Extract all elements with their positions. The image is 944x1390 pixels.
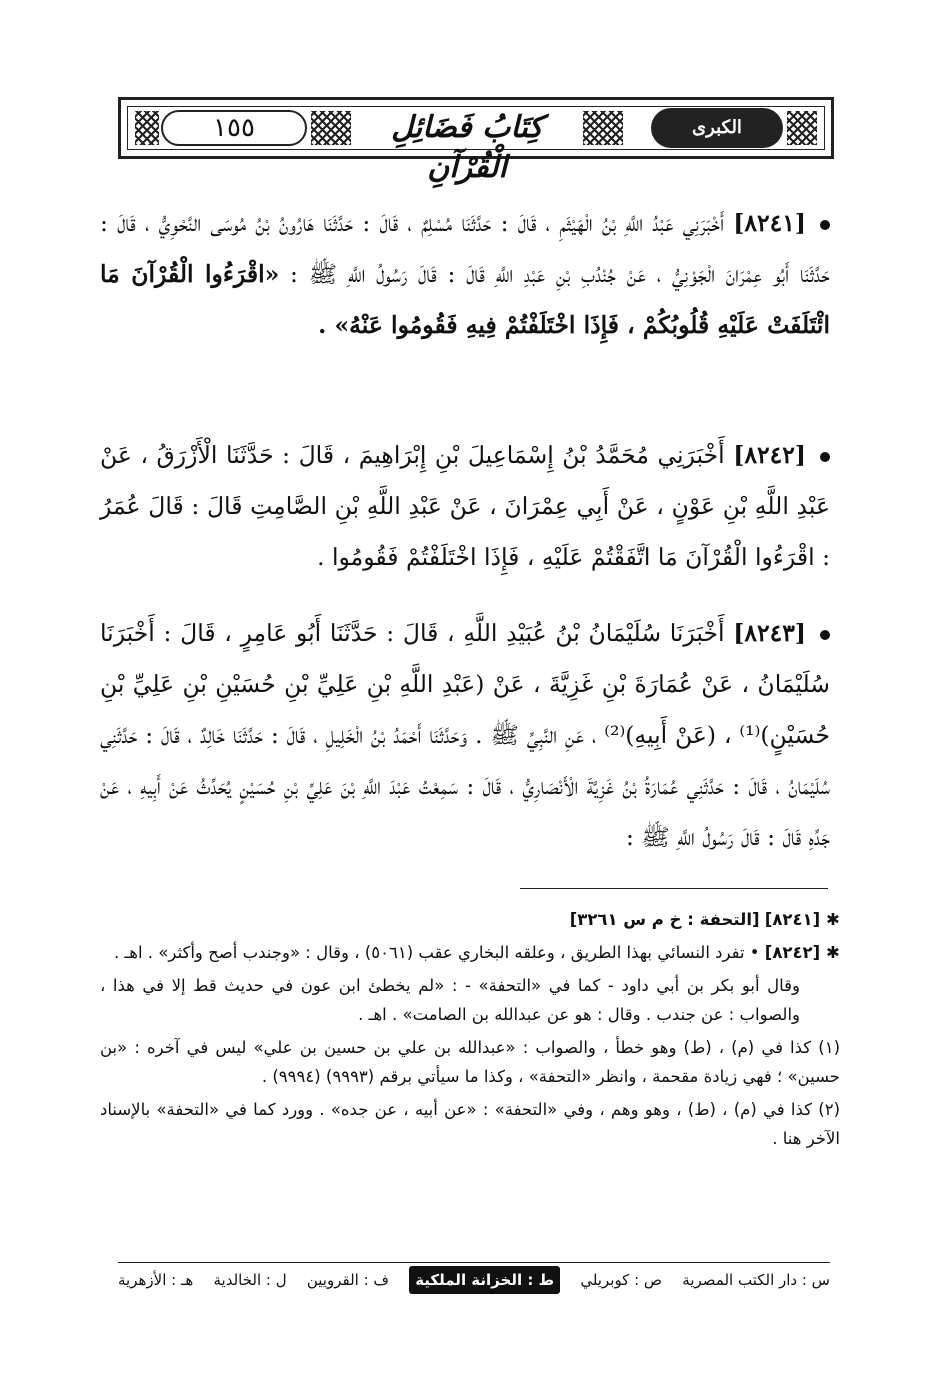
note-8242: [100, 938, 840, 967]
ornament-left-center: [311, 111, 351, 145]
note-text: [التحفة : خ م س ٣٢٦١]: [569, 910, 760, 929]
note-ref: [٨٢٤٢]: [764, 943, 821, 962]
bullet-icon: [820, 220, 830, 230]
note-ref: [٨٢٤١]: [764, 910, 821, 929]
hadith-8241: [100, 198, 830, 351]
ornament-left-edge: [135, 111, 159, 145]
footnote-1: (١) كذا في (م) ، (ط) وهو خطأ ، والصواب : «عبدالله بن علي بن حسين بن علي» ليس في آخره : «بن حسين» ؛ فهي زيادة مقحمة ، وانظر «التحفة» ، وكذا ما سيأتي برقم (٩٩٩٣) (٩٩٩٤) .: [100, 1038, 840, 1086]
legend-item: ل : الخالدية: [213, 1271, 287, 1289]
ornament-right-edge: [787, 111, 817, 145]
hadith-8242: [100, 430, 830, 583]
ornament-right-center: [583, 111, 623, 145]
hadith-number: [٨٢٤١]: [733, 209, 806, 237]
page-number: ١٥٥: [161, 110, 307, 146]
series-logo: الكبرى: [651, 108, 783, 148]
legend-item-highlighted: ط : الخزانة الملكية: [409, 1266, 560, 1294]
asterisk-icon: ✱: [826, 910, 840, 929]
footnote-2: (٢) كذا في (م) ، (ط) ، وهو وهم ، وفي «التحفة» : «عن أبيه ، عن جده» . وورد كما في «التحفة» بالإسناد الآخر هنا .: [100, 1100, 840, 1148]
hadith-number: [٨٢٤٣]: [733, 619, 806, 647]
legend-item: س : دار الكتب المصرية: [682, 1271, 830, 1289]
book-title: كِتَابُ فَضَائِلِ الْقُرْآنِ: [391, 110, 543, 185]
manuscript-legend: [118, 1266, 830, 1294]
hadith-text: أَخْبَرَنَا سُلَيْمَانُ بْنُ عُبَيْدِ اللَّهِ ، قَالَ : حَدَّثَنَا أَبُو عَامِرٍ ، قَالَ : أَخْبَرَنَا سُلَيْمَانُ ، عَنْ عُمَارَةَ بْنِ غَزِيَّةَ ، عَنْ (عَبْدِ اللَّهِ بْنِ عَلِيِّ بْنِ حُسَيْنِ بْنِ عَلِيِّ بْنِ حُسَيْنٍ)⁽¹⁾ ، (عَنْ أَبِيهِ)⁽²⁾ ، عَنِ النَّبِيِّ ﷺ . وَحَدَّثَنَا أَحْمَدُ بْنُ الْخَلِيلِ ، قَالَ : حَدَّثَنَا خَالِدٌ ، قَالَ : حَدَّثَنِي سُلَيْمَانُ ، قَالَ : حَدَّثَنِي عُمَارَةُ بْنُ غَزِيَّةَ الْأَنْصَارِيُّ ، قَالَ : سَمِعْتُ عَبْدَ اللَّهِ بْنَ عَلِيِّ بْنِ حُسَيْنٍ يُحَدِّثُ عَنْ أَبِيهِ ، عَنْ جَدِّهِ قَالَ : قَالَ رَسُولُ اللَّهِ ﷺ :: [100, 619, 831, 851]
bullet-icon: [820, 630, 830, 640]
note-8242-continued: وقال أبو بكر بن أبي داود - كما في «التحفة» - : «لم يخطئ ابن عون في حديث قط إلا في هذا ، والصواب : عن جندب . وقال : هو عن عبدالله بن الصامت» . اهـ .: [100, 976, 800, 1024]
hadith-8243: [100, 608, 830, 863]
hadith-number: [٨٢٤٢]: [733, 441, 806, 469]
legend-item: ف : القرويين: [306, 1271, 389, 1289]
legend-separator: [118, 1262, 830, 1263]
bullet-icon: [820, 452, 830, 462]
asterisk-icon: ✱: [826, 943, 840, 962]
footnotes: [100, 905, 840, 1157]
notes-separator: [520, 888, 828, 889]
hadith-quote: «اقْرَءُوا الْقُرْآنَ مَا ائْتَلَفَتْ عَلَيْهِ قُلُوبُكُمْ ، فَإِذَا اخْتَلَفْتُمْ فِيهِ فَقُومُوا عَنْهُ» .: [100, 260, 830, 339]
hadith-text: أَخْبَرَنِي مُحَمَّدُ بْنُ إِسْمَاعِيلَ بْنِ إِبْرَاهِيمَ ، قَالَ : حَدَّثَنَا الْأَزْرَقُ ، عَنْ عَبْدِ اللَّهِ بْنِ عَوْنٍ ، عَنْ أَبِي عِمْرَانَ ، عَنْ عَبْدِ اللَّهِ بْنِ الصَّامِتِ قَالَ : قَالَ عُمَرُ : اقْرَءُوا الْقُرْآنَ مَا اتَّفَقْتُمْ عَلَيْهِ ، فَإِذَا اخْتَلَفْتُمْ فَقُومُوا .: [100, 441, 830, 571]
note-text: • تفرد النسائي بهذا الطريق ، وعلقه البخاري عقب (٥٠٦١) ، وقال : «وجندب أصح وأكثر» . اهـ .: [113, 943, 760, 962]
hadith-text: أَخْبَرَنِي عَبْدُ اللَّهِ بْنُ الْهَيْثَمِ ، قَالَ : حَدَّثَنَا مُسْلِمٌ ، قَالَ : حَدَّثَنَا هَارُونُ بْنُ مُوسَى النَّحْوِيُّ ، قَالَ : حَدَّثَنَا أَبُو عِمْرَانَ الْجَوْنِيُّ ، عَنْ جُنْدُبِ بْنِ عَبْدِ اللَّهِ قَالَ : قَالَ رَسُولُ اللَّهِ ﷺ :: [100, 209, 830, 288]
legend-item: ص : كوبريلي: [580, 1271, 663, 1289]
note-8241: [100, 905, 840, 934]
page-header: [118, 97, 834, 185]
legend-item: هـ : الأزهرية: [118, 1271, 194, 1289]
